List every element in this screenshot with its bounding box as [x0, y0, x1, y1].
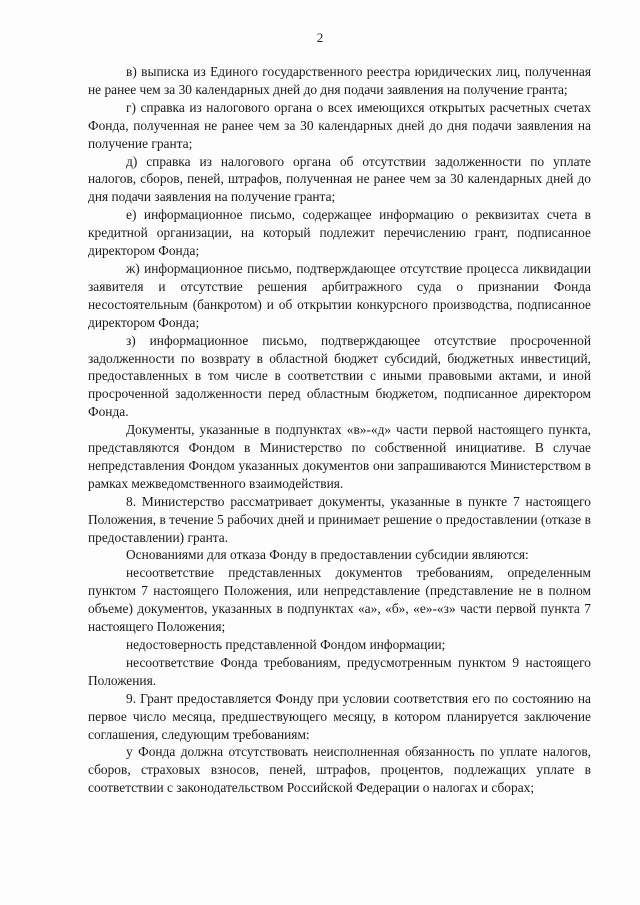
paragraph-requirement-taxes: у Фонда должна отсутствовать неисполненная обязанность по уплате налогов, сборов, страховых взносов, пеней, штрафов, процентов, подлежащих уплате в соответствии с законодательством Российской Федерации о налогах и сборах; [88, 744, 591, 796]
document-body [88, 63, 591, 797]
paragraph-ground-nonconformity: несоответствие Фонда требованиям, предусмотренным пунктом 9 настоящего Положения. [88, 654, 591, 688]
paragraph-item-g: г) справка из налогового органа о всех имеющихся открытых расчетных счетах Фонда, полученная не ранее чем за 30 календарных дней до дня подачи заявления на получение гранта; [88, 99, 591, 151]
page-number: 2 [316, 30, 324, 45]
paragraph-item-zh: ж) информационное письмо, подтверждающее отсутствие процесса ликвидации заявителя и отсутствие решения арбитражного суда о признании Фонда несостоятельным (банкротом) и об открытии конкурсного производства, подписанное директором Фонда; [88, 260, 591, 330]
paragraph-ground-unreliable: недостоверность представленной Фондом информации; [126, 637, 446, 652]
paragraph-ground-documents: несоответствие представленных документов требованиям, определенным пунктом 7 настоящего Положения, или непредставление (представление не в полном объеме) документов, указанных в подпунктах «а», «б», «е»-«з» части первой пункта 7 настоящего Положения; [88, 565, 591, 635]
paragraph-item-z: з) информационное письмо, подтверждающее отсутствие просроченной задолженности по возврату в областной бюджет субсидий, бюджетных инвестиций, предоставленных в том числе в соответствии с иными правовыми актами, и иной просроченной задолженности перед областным бюджетом, подписанное директором Фонда. [88, 332, 591, 420]
paragraph-documents-note: Документы, указанные в подпунктах «в»-«д» части первой настоящего пункта, представляются Фондом в Министерство по собственной инициативе. В случае непредставления Фондом указанных документов они запрашиваются Министерством в рамках межведомственного взаимодействия. [88, 422, 591, 491]
paragraph-item-d: д) справка из налогового органа об отсутствии задолженности по уплате налогов, сборов, пеней, штрафов, полученная не ранее чем за 30 календарных дней до дня подачи заявления на получение гранта; [88, 153, 591, 205]
paragraph-item-v: в) выписка из Единого государственного реестра юридических лиц, полученная не ранее чем за 30 календарных дней до дня подачи заявления на получение гранта; [88, 64, 591, 97]
paragraph-refusal-grounds: Основаниями для отказа Фонду в предоставлении субсидии являются: [126, 547, 529, 563]
paragraph-clause-8: 8. Министерство рассматривает документы, указанные в пункте 7 настоящего Положения, в течение 5 рабочих дней и принимает решение о предоставлении (отказе в предоставлении) гранта. [88, 493, 591, 545]
paragraph-clause-9: 9. Грант предоставляется Фонду при условии соответствия его по состоянию на первое число месяца, предшествующего месяцу, в котором планируется заключение соглашения, следующим требованиям: [88, 690, 591, 742]
paragraph-item-e: е) информационное письмо, содержащее информацию о реквизитах счета в кредитной организации, на который подлежит перечислению грант, подписанное директором Фонда; [88, 207, 591, 259]
